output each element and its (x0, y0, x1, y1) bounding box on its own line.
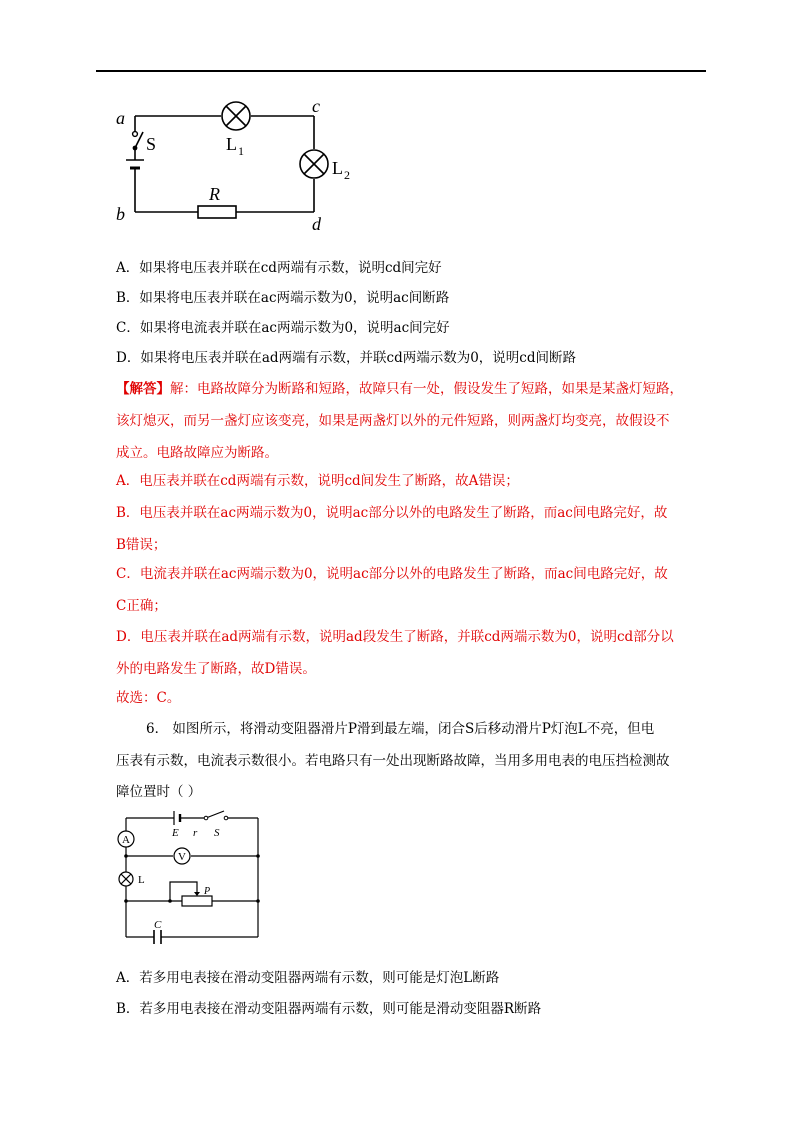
label-voltmeter: V (178, 851, 186, 863)
label-l1: L (226, 134, 237, 154)
label-l: L (138, 874, 145, 886)
header-rule (96, 70, 706, 72)
label-a: a (116, 108, 125, 128)
label-switch: S (146, 134, 157, 154)
battery-symbol (126, 160, 144, 176)
resistor-r (198, 206, 236, 218)
q6-stem-line-2: 压表有示数，电流表示数很小。若电路只有一处出现断路故障，当用多用电表的电压挡检测故 (116, 753, 670, 769)
answer-line-6: B错误； (116, 537, 167, 553)
label-p: P (204, 886, 211, 897)
answer-text: 解：电路故障分为断路和短路，故障只有一处，假设发生了短路，如果是某盏灯短路， (170, 381, 683, 397)
q5-option-b: B．如果将电压表并联在ac两端示数为0，说明ac间断路 (116, 290, 450, 306)
q6-stem-line-1: 6． 如图所示，将滑动变阻器滑片P滑到最左端，闭合S后移动滑片P灯泡L不亮，但电 (146, 721, 655, 737)
voltmeter-v (174, 848, 190, 864)
answer-line-10: 外的电路发生了断路，故D错误。 (116, 661, 316, 677)
lamp-l2 (300, 150, 328, 178)
q5-option-a: A．如果将电压表并联在cd两端有示数，说明cd间完好 (116, 260, 442, 276)
circuit-diagram-1 (108, 92, 378, 232)
label-s: S (214, 827, 220, 839)
circuit-diagram-2 (114, 806, 274, 946)
answer-line-4: A．电压表并联在cd两端有示数，说明cd间发生了断路，故A错误； (116, 473, 519, 489)
q5-option-d: D．如果将电压表并联在ad两端有示数，并联cd两端示数为0，说明cd间断路 (116, 350, 577, 366)
label-d: d (312, 214, 321, 232)
label-l2-sub: 2 (344, 168, 350, 182)
label-ammeter: A (122, 834, 130, 846)
answer-line-8: C正确； (116, 598, 167, 614)
q5-option-c: C．如果将电流表并联在ac两端示数为0，说明ac间完好 (116, 320, 450, 336)
q6-option-b: B．若多用电表接在滑动变阻器两端有示数，则可能是滑动变阻器R断路 (116, 1001, 542, 1017)
switch-s2 (204, 811, 228, 820)
answer-line-1 (116, 377, 683, 397)
rheostat-r (182, 896, 212, 906)
label-c: c (312, 96, 320, 116)
switch-s (133, 132, 143, 151)
answer-line-5: B．电压表并联在ac两端示数为0，说明ac部分以外的电路发生了断路，而ac间电路完好，故 (116, 505, 668, 521)
label-b: b (116, 204, 125, 224)
label-l1-sub: 1 (238, 144, 244, 158)
label-c: C (154, 919, 162, 931)
answer-line-2: 该灯熄灭，而另一盏灯应该变亮，如果是两盏灯以外的元件短路，则两盏灯均变亮，故假设不 (116, 413, 670, 429)
label-r: r (193, 827, 198, 839)
answer-line-3: 成立。电路故障应为断路。 (116, 445, 278, 461)
answer-final: 故选：C。 (116, 690, 181, 706)
answer-line-7: C．电流表并联在ac两端示数为0，说明ac部分以外的电路发生了断路，而ac间电路完好，故 (116, 566, 668, 582)
label-e: E (172, 827, 179, 839)
capacitor-c (154, 930, 161, 944)
lamp-l (119, 872, 133, 886)
label-resistor: R (209, 184, 220, 204)
answer-heading: 【解答】 (116, 381, 170, 397)
q6-option-a: A．若多用电表接在滑动变阻器两端有示数，则可能是灯泡L断路 (116, 970, 500, 986)
label-l2: L (332, 158, 343, 178)
q6-stem-line-3: 障位置时（ ） (116, 784, 202, 800)
battery-e (174, 811, 180, 825)
ammeter-a (118, 831, 134, 847)
lamp-l1 (222, 102, 250, 130)
answer-line-9: D．电压表并联在ad两端有示数，说明ad段发生了断路，并联cd两端示数为0，说明cd部分以 (116, 629, 674, 645)
